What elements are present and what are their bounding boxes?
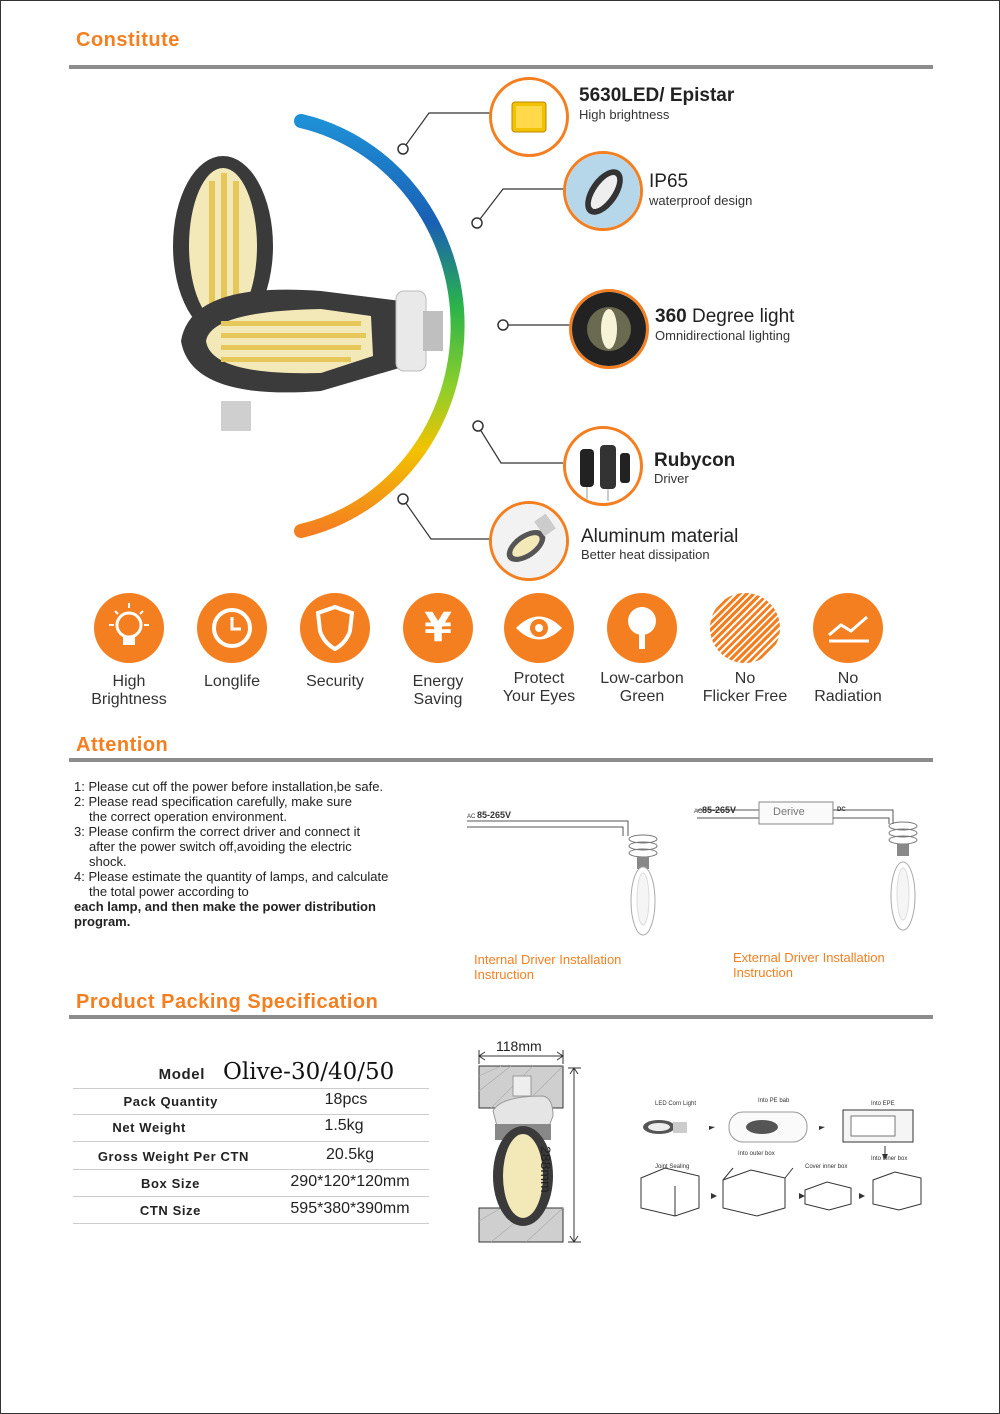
chart-icon bbox=[813, 593, 883, 663]
external-caption: External Driver Installation bbox=[733, 950, 885, 965]
internal-caption: Internal Driver Installation bbox=[474, 952, 622, 967]
ac-prefix-label: AC bbox=[467, 814, 476, 820]
attention-line: 1: Please cut off the power before installation,be safe. bbox=[74, 779, 384, 794]
section-rule bbox=[69, 1015, 933, 1019]
feature-title-led: 5630LED/ Epistar bbox=[579, 85, 735, 106]
section-rule bbox=[69, 758, 933, 762]
attention-line: 4: Please estimate the quantity of lamps, and calculate bbox=[74, 869, 389, 884]
svg-text:¥: ¥ bbox=[424, 605, 452, 651]
capacitor-thumbnail bbox=[563, 426, 643, 506]
step-label: Cover inner box bbox=[805, 1164, 848, 1170]
ctn-size-value: 595*380*390mm bbox=[290, 1200, 410, 1217]
ac-voltage-internal: 85-265V bbox=[477, 810, 512, 820]
bulb-icon bbox=[94, 593, 164, 663]
feature-subtitle-360: Omnidirectional lighting bbox=[655, 328, 791, 343]
step-label: LED Corn Light bbox=[655, 1101, 697, 1107]
yen-icon bbox=[403, 593, 473, 663]
net-weight-value: 1.5kg bbox=[324, 1117, 364, 1134]
section-title-constitute: Constitute bbox=[76, 29, 180, 51]
attention-line: 2: Please read specification carefully, make sure bbox=[74, 794, 352, 809]
icon-label-security: Security bbox=[306, 673, 364, 690]
internal-caption: Instruction bbox=[474, 967, 534, 982]
degree-light-thumbnail bbox=[569, 289, 649, 369]
table-rule bbox=[73, 1223, 429, 1224]
icon-label-eyes: Protect Your Eyes bbox=[502, 670, 576, 705]
icon-label-longlife: Longlife bbox=[203, 673, 261, 690]
stripes-icon bbox=[710, 593, 780, 663]
aluminum-thumbnail bbox=[489, 501, 569, 581]
step-label: Into EPE bbox=[871, 1101, 895, 1107]
table-rule bbox=[73, 1114, 429, 1115]
feature-subtitle-led: High brightness bbox=[579, 107, 670, 122]
attention-line-bold: program. bbox=[74, 914, 131, 929]
attention-line: after the power switch off,avoiding the electric bbox=[89, 839, 352, 854]
dc-label: DC bbox=[837, 807, 846, 813]
icon-label-brightness: High Brightness bbox=[91, 673, 167, 708]
ac-prefix-label: AC bbox=[694, 809, 703, 815]
attention-line-bold: each lamp, and then make the power distribution bbox=[74, 899, 376, 914]
attention-line: the correct operation environment. bbox=[89, 809, 287, 824]
box-size-value: 290*120*120mm bbox=[290, 1173, 410, 1190]
pack-quantity-value: 18pcs bbox=[324, 1091, 368, 1108]
led-chip-thumbnail bbox=[489, 77, 569, 157]
clock-icon bbox=[197, 593, 267, 663]
eye-icon bbox=[504, 593, 574, 663]
ctn-size-label: CTN Size bbox=[139, 1203, 201, 1218]
width-dimension: 118mm bbox=[496, 1038, 542, 1054]
table-rule bbox=[73, 1141, 429, 1142]
ac-voltage-external: 85-265V bbox=[702, 805, 737, 815]
tree-icon bbox=[607, 593, 677, 663]
feature-title-ip65: IP65 bbox=[649, 171, 689, 192]
icon-label-energy: Energy Saving bbox=[412, 673, 464, 708]
attention-line: 3: Please confirm the correct driver and connect it bbox=[74, 824, 361, 839]
icon-label-flicker: No Flicker Free bbox=[702, 670, 788, 705]
table-rule bbox=[73, 1088, 429, 1089]
section-title-packing: Product Packing Specification bbox=[76, 991, 379, 1013]
waterproof-thumbnail bbox=[563, 151, 643, 231]
feature-subtitle-ip65: waterproof design bbox=[649, 193, 753, 208]
box-size-label: Box Size bbox=[141, 1176, 200, 1191]
gross-weight-label: Gross Weight Per CTN bbox=[97, 1149, 249, 1164]
model-value: Olive-30/40/50 bbox=[223, 1059, 395, 1085]
external-driver-diagram bbox=[693, 796, 933, 946]
product-image-corn-light bbox=[151, 151, 451, 451]
feature-title-rubycon: Rubycon bbox=[654, 450, 736, 471]
table-rule bbox=[73, 1196, 429, 1197]
section-title-attention: Attention bbox=[76, 734, 169, 756]
model-label: Model bbox=[158, 1066, 205, 1083]
pack-quantity-label: Pack Quantity bbox=[123, 1094, 218, 1109]
feature-subtitle-rubycon: Driver bbox=[654, 471, 689, 486]
net-weight-label: Net Weight bbox=[112, 1120, 186, 1135]
dimension-drawing bbox=[471, 1036, 601, 1251]
height-dimension: 288mm bbox=[538, 1146, 554, 1193]
step-label: Into PE bab bbox=[758, 1098, 790, 1104]
shield-icon bbox=[300, 593, 370, 663]
feature-title-aluminum: Aluminum material bbox=[581, 526, 739, 547]
attention-line: shock. bbox=[89, 854, 127, 869]
icon-label-lowcarbon: Low-carbon Green bbox=[600, 670, 684, 705]
step-label: Into outer box bbox=[738, 1151, 775, 1157]
step-label: Into inner box bbox=[871, 1156, 908, 1162]
step-label: Joint Sealing bbox=[655, 1164, 690, 1170]
icon-label-radiation: No Radiation bbox=[814, 670, 882, 705]
table-rule bbox=[73, 1169, 429, 1170]
feature-subtitle-aluminum: Better heat dissipation bbox=[581, 547, 710, 562]
feature-title-360: 360 Degree light bbox=[655, 306, 795, 327]
attention-line: the total power according to bbox=[89, 884, 249, 899]
driver-box-label: Derive bbox=[773, 806, 805, 818]
external-caption: Instruction bbox=[733, 965, 793, 980]
gross-weight-value: 20.5kg bbox=[325, 1146, 375, 1163]
